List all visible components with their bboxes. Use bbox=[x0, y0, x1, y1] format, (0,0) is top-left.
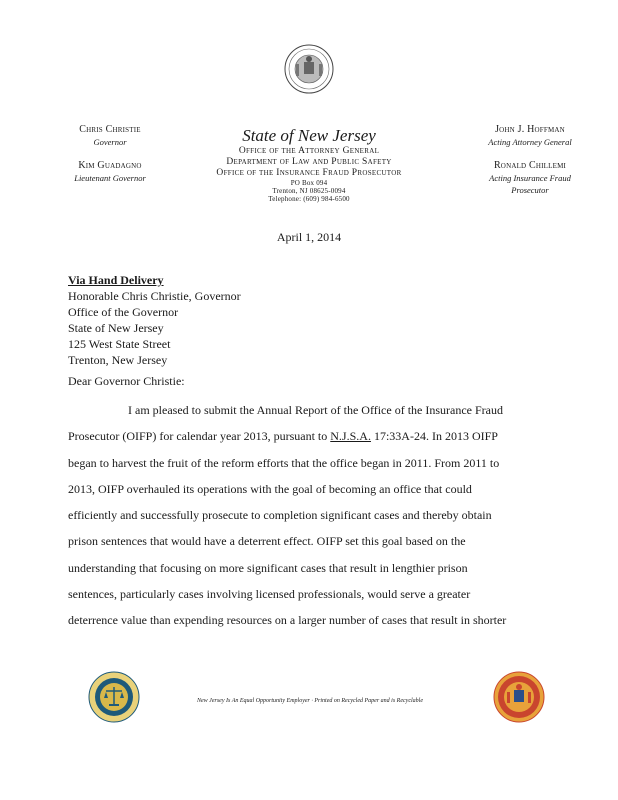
salutation: Dear Governor Christie: bbox=[68, 374, 185, 388]
address-line: Honorable Chris Christie, Governor bbox=[68, 289, 241, 303]
body-line: prison sentences that would have a deterrent effect. OIFP set this goal based on the bbox=[68, 534, 466, 549]
letterhead bbox=[180, 126, 438, 203]
governor-name: Chris Christie bbox=[79, 124, 141, 135]
prosecutor-title-1: Acting Insurance Fraud bbox=[489, 173, 571, 183]
body-line: began to harvest the fruit of the reform efforts that the office began in 2011. From 2011 to bbox=[68, 455, 500, 470]
address-line: Trenton, New Jersey bbox=[68, 353, 168, 367]
body-line: I am pleased to submit the Annual Report of the Office of the Insurance Fraud bbox=[128, 403, 504, 417]
body-line: deterrence value than expending resources on a larger number of cases that result in shorter bbox=[68, 613, 507, 628]
body-line: understanding that focusing on more significant cases that result in lengthier prison bbox=[68, 560, 468, 575]
ag-title: Acting Attorney General bbox=[488, 137, 572, 147]
footer-text: New Jersey Is An Equal Opportunity Employer · Printed on Recycled Paper and is Recyclable bbox=[197, 698, 423, 704]
city-zip: Trenton, NJ 08625-0094 bbox=[272, 187, 346, 195]
office-name: Office of the Attorney General bbox=[238, 146, 380, 156]
oifp-seal-icon bbox=[88, 671, 140, 723]
statute-citation: N.J.S.A. bbox=[330, 429, 371, 444]
header-left-officials bbox=[40, 124, 180, 184]
telephone: Telephone: (609) 984-6500 bbox=[268, 195, 350, 203]
governor-title: Governor bbox=[93, 137, 127, 147]
po-box: PO Box 094 bbox=[290, 179, 328, 187]
body-line: sentences, particularly cases involving licensed professionals, would serve a greater bbox=[68, 587, 471, 602]
body-line: efficiently and successfully prosecute to completion significant cases and thereby obtain bbox=[68, 508, 492, 523]
address-line: Office of the Governor bbox=[68, 305, 179, 319]
body-line: Prosecutor (OIFP) for calendar year 2013, pursuant to N.J.S.A. 17:33A-24. In 2013 OIFP bbox=[68, 429, 498, 444]
prosecutor-title-2: Prosecutor bbox=[511, 185, 549, 195]
department-name: Department of Law and Public Safety bbox=[226, 157, 392, 167]
lt-governor-name: Kim Guadagno bbox=[78, 160, 142, 171]
lt-governor-title: Lieutenant Governor bbox=[74, 173, 146, 183]
letter-date: April 1, 2014 bbox=[276, 230, 342, 244]
state-name: State of New Jersey bbox=[242, 126, 376, 145]
prosecutor-name: Ronald Chillemi bbox=[493, 160, 567, 171]
division-name: Office of the Insurance Fraud Prosecutor bbox=[216, 168, 402, 178]
recipient-address bbox=[68, 272, 241, 368]
nj-seal-color-icon bbox=[493, 671, 545, 723]
ag-name: John J. Hoffman bbox=[495, 124, 565, 135]
header-right-officials bbox=[462, 124, 598, 196]
letter-body bbox=[68, 397, 552, 634]
delivery-method: Via Hand Delivery bbox=[68, 273, 164, 287]
address-line: 125 West State Street bbox=[68, 337, 171, 351]
state-seal-icon bbox=[284, 44, 334, 94]
body-line: 2013, OIFP overhauled its operations with the goal of becoming an office that could bbox=[68, 481, 472, 496]
address-line: State of New Jersey bbox=[68, 321, 164, 335]
